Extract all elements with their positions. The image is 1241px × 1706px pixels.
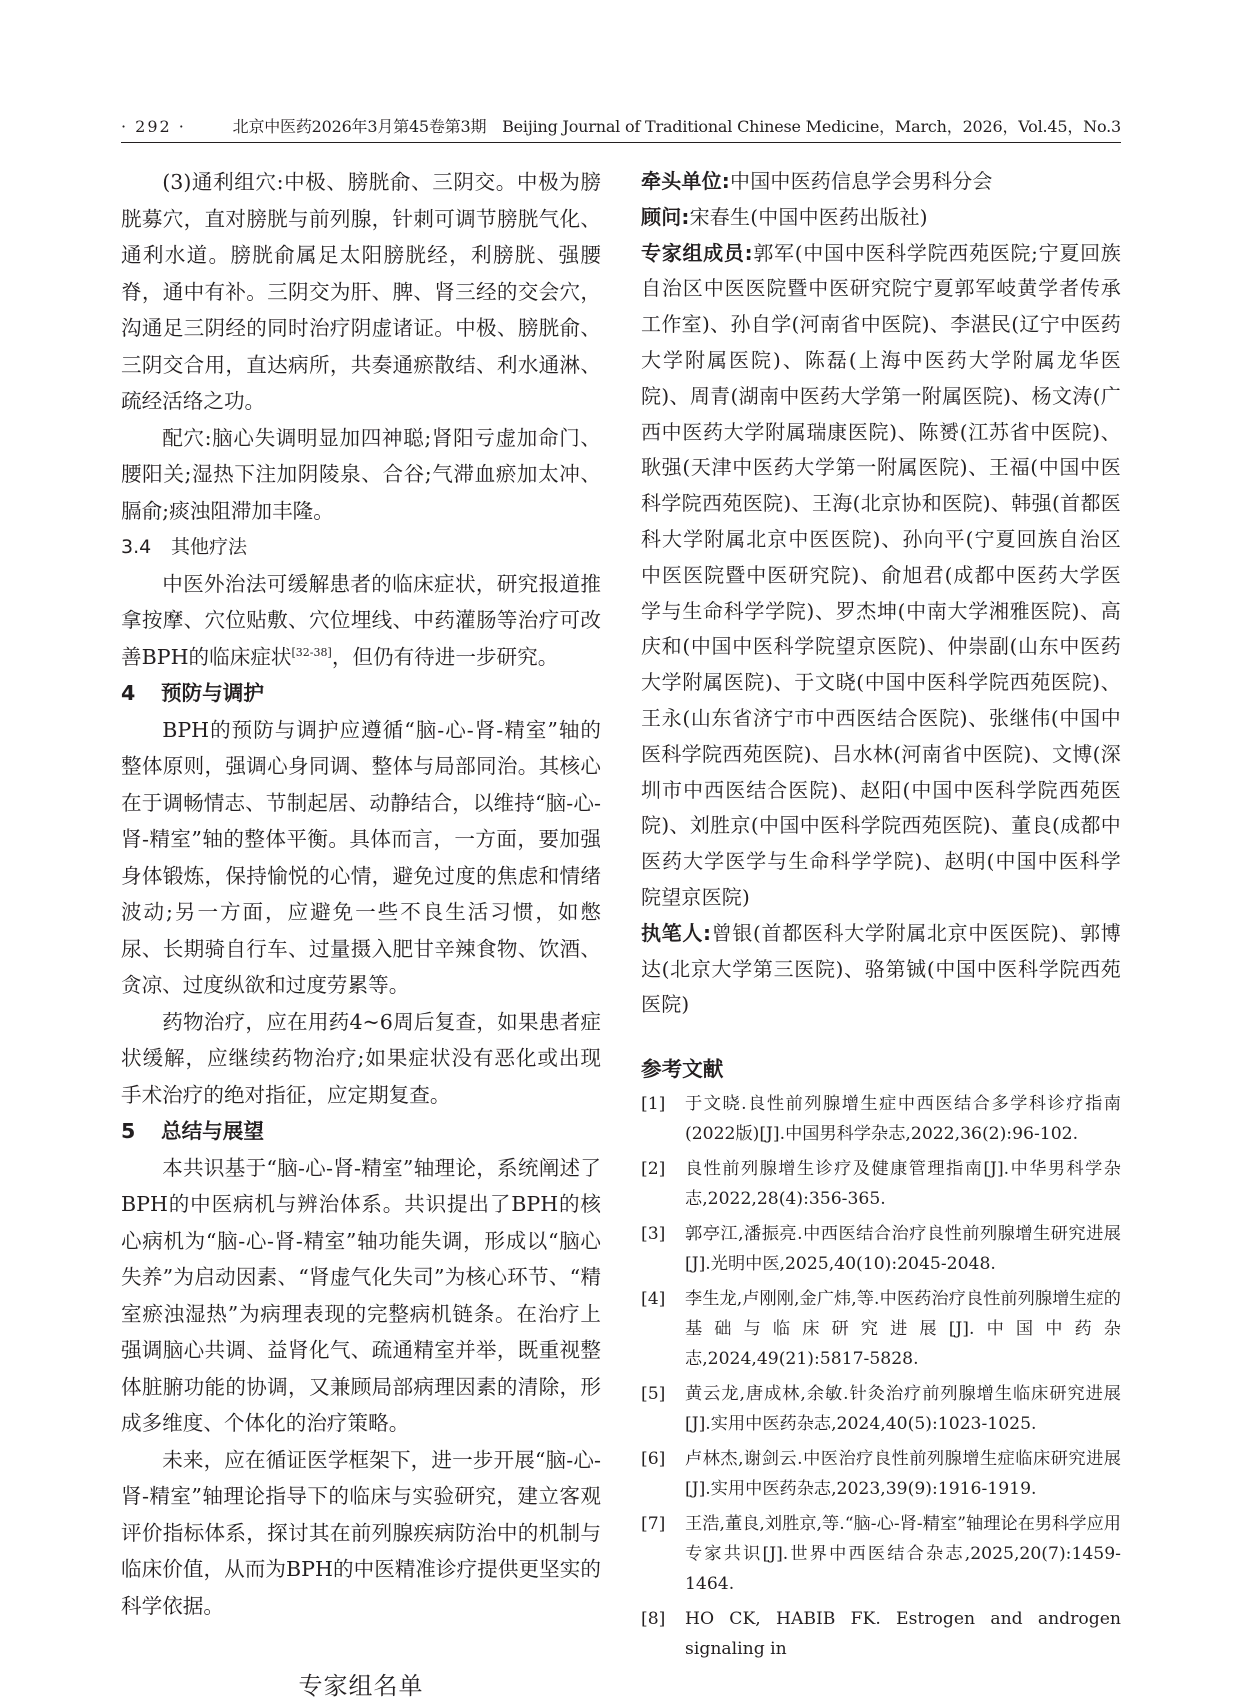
- heading-3-4: [121, 529, 601, 566]
- heading-4-text: 预防与调护: [161, 681, 264, 705]
- reference-item: [641, 1509, 1121, 1599]
- paragraph-external-therapy-text: 中医外治法可缓解患者的临床症状，研究报道推拿按摩、穴位贴敷、穴位埋线、中药灌肠等治疗可改善BPH的临床症状: [121, 571, 601, 669]
- reference-number: [3]: [641, 1224, 666, 1245]
- reference-text: 郭亭江,潘振亮.中西医结合治疗良性前列腺增生研究进展[J].光明中医,2025,40(10):2045-2048.: [685, 1224, 1121, 1275]
- reference-number: [6]: [641, 1449, 666, 1470]
- reference-text: 卢林杰,谢剑云.中医治疗良性前列腺增生症临床研究进展[J].实用中医药杂志,2023,39(9):1916-1919.: [685, 1449, 1121, 1500]
- paragraph-external-therapy: [121, 566, 601, 676]
- paragraph-external-therapy-tail: ，但仍有待进一步研究。: [331, 644, 559, 669]
- page-number: · 292 ·: [121, 117, 186, 136]
- reference-text: HO CK, HABIB FK. Estrogen and androgen signaling in: [685, 1609, 1121, 1660]
- writers: [641, 916, 1121, 1023]
- paragraph-summary: 本共识基于“脑-心-肾-精室”轴理论，系统阐述了BPH的中医病机与辨治体系。共识提出了BPH的核心病机为“脑-心-肾-精室”轴功能失调，形成以“脑心失养”为启动因素、“肾虚气化失司”为核心环节、“精室瘀浊湿热”为病理表现的完整病机链条。在治疗上强调脑心共调、益肾化气、疏通精室并举，既重视整体脏腑功能的协调，又兼顾局部病理因素的清除，形成多维度、个体化的治疗策略。: [121, 1155, 601, 1435]
- running-header: [121, 114, 1121, 140]
- heading-5-text: 总结与展望: [161, 1119, 264, 1143]
- reference-text: 于文晓.良性前列腺增生症中西医结合多学科诊疗指南(2022版)[J].中国男科学杂志,2022,36(2):96-102.: [685, 1094, 1121, 1145]
- reference-text: 黄云龙,唐成林,余敏.针灸治疗前列腺增生临床研究进展[J].实用中医药杂志,2024,40(5):1023-1025.: [685, 1384, 1121, 1435]
- reference-number: [7]: [641, 1514, 666, 1535]
- paragraph-matching-points: 配穴:脑心失调明显加四神聪;肾阳亏虚加命门、腰阳关;湿热下注加阴陵泉、合谷;气滞血瘀加太冲、膈俞;痰浊阻滞加丰隆。: [121, 425, 601, 523]
- heading-3-4-text: 其他疗法: [171, 536, 248, 558]
- reference-text: 良性前列腺增生诊疗及健康管理指南[J].中华男科学杂志,2022,28(4):356-365.: [685, 1159, 1121, 1210]
- paragraph-prevention: BPH的预防与调护应遵循“脑-心-肾-精室”轴的整体原则，强调心身同调、整体与局部同治。其核心在于调畅情志、节制起居、动静结合，以维持“脑-心-肾-精室”轴的整体平衡。具体而言，一方面，要加强身体锻炼，保持愉悦的心情，避免过度的焦虑和情绪波动;另一方面，应避免一些不良生活习惯，如憋尿、长期骑自行车、过量摄入肥甘辛辣食物、饮酒、贪凉、过度纵欲和过度劳累等。: [121, 717, 601, 997]
- advisor-label: 顾问:: [641, 204, 690, 229]
- header-rule: [121, 142, 1121, 143]
- lead-unit-label: 牵头单位:: [641, 169, 730, 193]
- references-title: 参考文献: [641, 1057, 724, 1082]
- paragraph-drug-followup: 药物治疗，应在用药4~6周后复查，如果患者症状缓解，应继续药物治疗;如果症状没有恶化或出现手术治疗的绝对指征，应定期复查。: [121, 1009, 601, 1107]
- reference-number: [5]: [641, 1384, 666, 1405]
- writers-label: 执笔人:: [641, 920, 712, 945]
- reference-item: [641, 1089, 1121, 1149]
- heading-4: [121, 675, 601, 712]
- reference-item: [641, 1604, 1121, 1664]
- panel-members-label: 专家组成员:: [641, 240, 753, 265]
- reference-item: [641, 1444, 1121, 1504]
- reference-text: 王浩,董良,刘胜京,等.“脑-心-肾-精室”轴理论在男科学应用专家共识[J].世界中西医结合杂志,2025,20(7):1459-1464.: [685, 1514, 1121, 1595]
- citation-32-38: [32-38]: [291, 645, 332, 659]
- heading-3-4-number: 3.4: [121, 536, 152, 558]
- heading-5: [121, 1113, 601, 1150]
- heading-5-number: 5: [121, 1119, 136, 1143]
- paragraph-outlook: 未来，应在循证医学框架下，进一步开展“脑-心-肾-精室”轴理论指导下的临床与实验研究，建立客观评价指标体系，探讨其在前列腺疾病防治中的机制与临床价值，从而为BPH的中医精准诊疗提供更坚实的科学依据。: [121, 1447, 601, 1618]
- reference-item: [641, 1379, 1121, 1439]
- reference-number: [1]: [641, 1094, 666, 1115]
- reference-item: [641, 1219, 1121, 1279]
- advisor-text: 宋春生(中国中医药出版社): [689, 204, 928, 229]
- reference-list: [641, 1089, 1121, 1664]
- reference-number: [2]: [641, 1159, 666, 1180]
- panel-members-text: 郭军(中国中医科学院西苑医院;宁夏回族自治区中医医院暨中医研究院宁夏郭军岐黄学者传承工作室)、孙自学(河南省中医院)、李湛民(辽宁中医药大学附属医院)、陈磊(上海中医药大学附属龙华医院)、周青(湖南中医药大学第一附属医院)、杨文涛(广西中医药大学附属瑞康医院)、陈赟(江苏省中医院)、耿强(天津中医药大学第一附属医院)、王福(中国中医科学院西苑医院)、王海(北京协和医院)、韩强(首都医科大学附属北京中医医院)、孙向平(宁夏回族自治区中医医院暨中医研究院)、俞旭君(成都中医药大学医学与生命科学学院)、罗杰坤(中南大学湘雅医院)、高庆和(中国中医科学院望京医院)、仲崇副(山东中医药大学附属医院)、于文晓(中国中医科学院西苑医院)、王永(山东省济宁市中西医结合医院)、张继伟(中国中医科学院西苑医院)、吕水林(河南省中医院)、文博(深圳市中西医结合医院)、赵阳(中国中医科学院西苑医院)、刘胜京(中国中医科学院西苑医院)、董良(成都中医药大学医学与生命科学学院)、赵明(中国中医科学院望京医院): [641, 240, 1121, 909]
- reference-text: 李生龙,卢刚刚,金广炜,等.中医药治疗良性前列腺增生症的基础与临床研究进展[J].中国中药杂志,2024,49(21):5817-5828.: [685, 1289, 1121, 1370]
- advisor: [641, 200, 1121, 236]
- lead-unit-text: 中国中医药信息学会男科分会: [730, 169, 993, 193]
- lead-unit: [641, 164, 1121, 200]
- panel-members: [641, 236, 1121, 916]
- right-column: [641, 164, 1121, 1669]
- reference-item: [641, 1284, 1121, 1374]
- left-column: [121, 164, 601, 1706]
- writers-text: 曾银(首都医科大学附属北京中医医院)、郭博达(北京大学第三医院)、骆第铖(中国中医科学院西苑医院): [641, 920, 1121, 1017]
- reference-number: [8]: [641, 1609, 666, 1630]
- reference-number: [4]: [641, 1289, 666, 1310]
- reference-item: [641, 1154, 1121, 1214]
- expert-panel-title: 专家组名单: [298, 1672, 424, 1700]
- heading-4-number: 4: [121, 681, 136, 705]
- journal-running-title: 北京中医药2026年3月第45卷第3期 Beijing Journal of Traditional Chinese Medicine，March，2026，Vol.45，No.3: [232, 117, 1121, 136]
- paragraph-acupoints: (3)通利组穴:中极、膀胱俞、三阴交。中极为膀胱募穴，直对膀胱与前列腺，针刺可调节膀胱气化、通利水道。膀胱俞属足太阳膀胱经，利膀胱、强腰脊，通中有补。三阴交为肝、脾、肾三经的交会穴，沟通足三阴经的同时治疗阴虚诸证。中极、膀胱俞、三阴交合用，直达病所，共奏通瘀散结、利水通淋、疏经活络之功。: [121, 170, 601, 413]
